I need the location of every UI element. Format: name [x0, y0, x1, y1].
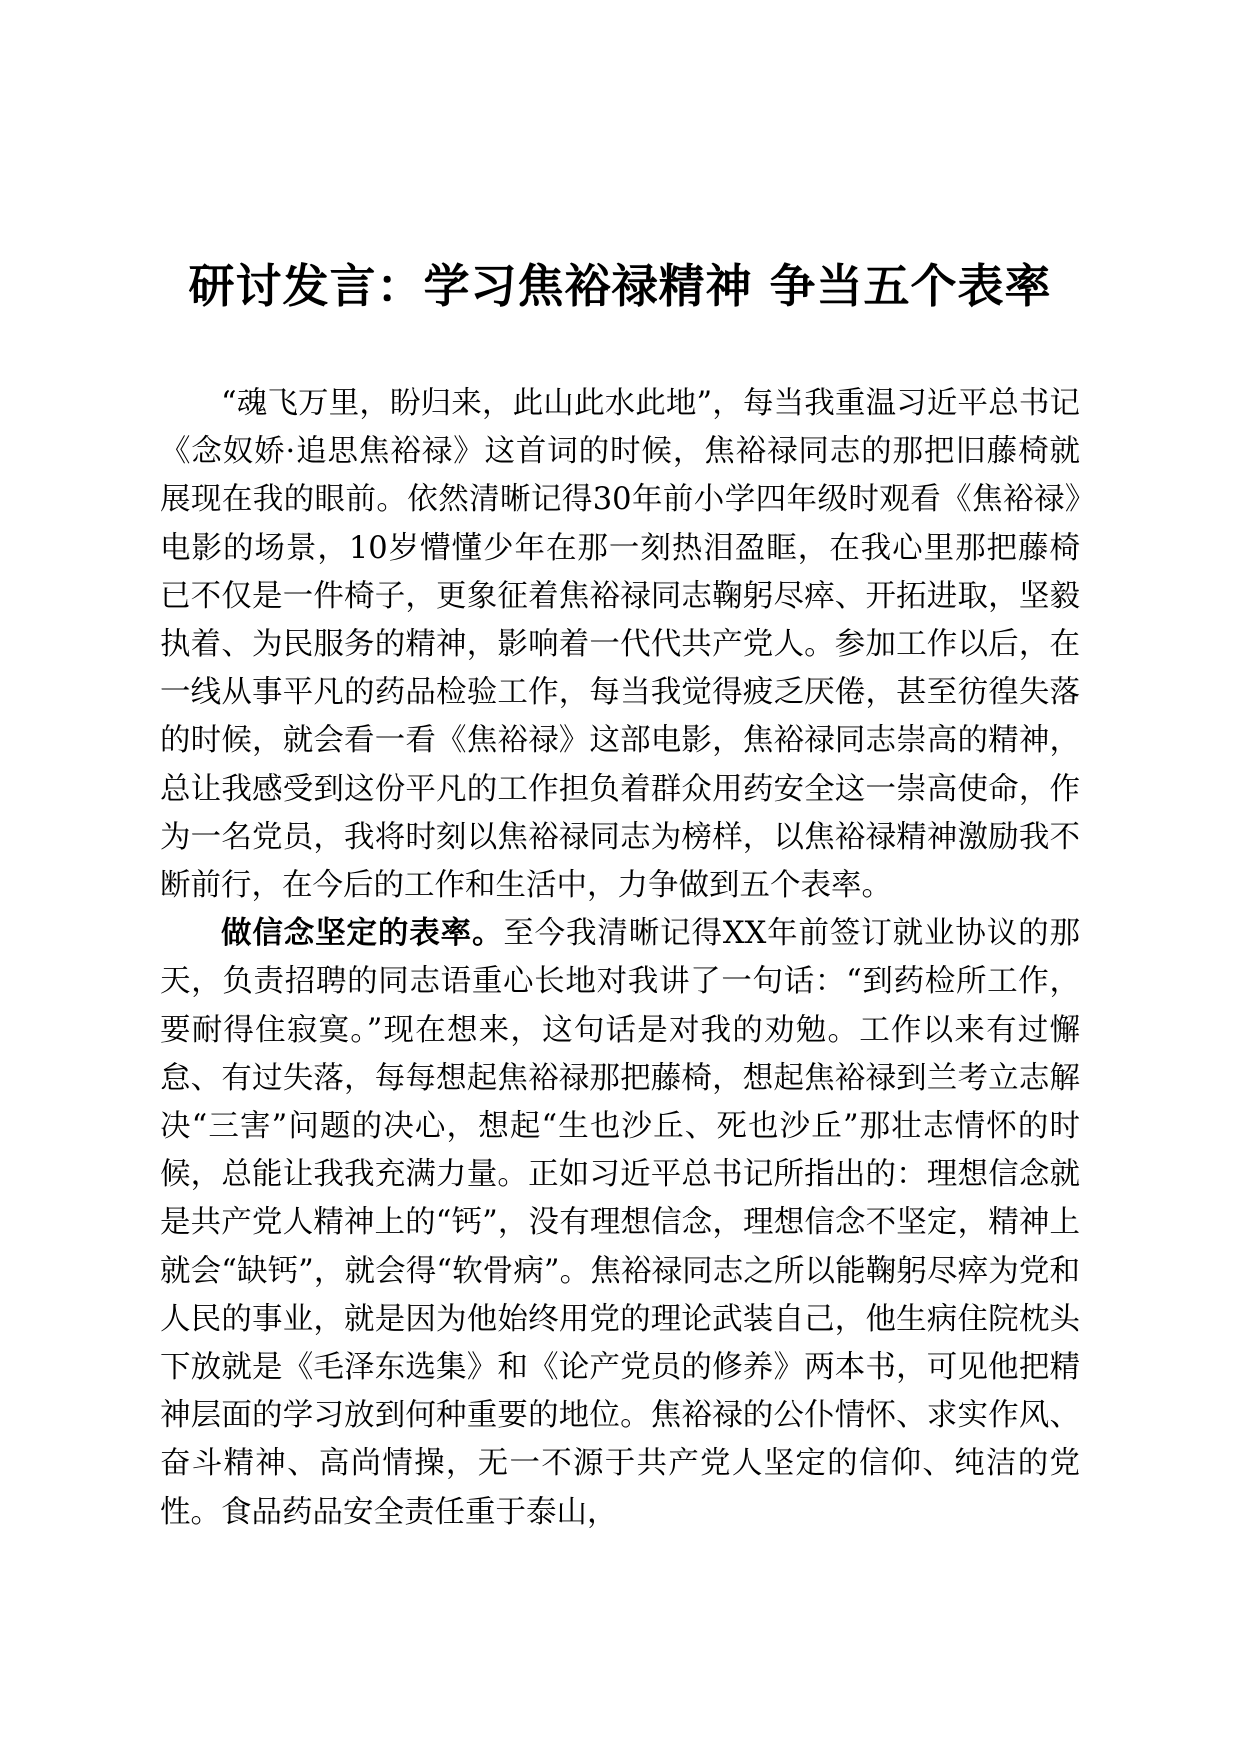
paragraph-intro: [160, 380, 1080, 910]
paragraph-text: 至今我清晰记得XX年前签订就业协议的那天，负责招聘的同志语重心长地对我讲了一句话：“到药检所工作，要耐得住寂寞。”现在想来，这句话是对我的劝勉。工作以来有过懈怠、有过失落，每每想起焦裕禄那把藤椅，想起焦裕禄到兰考立志解决“三害”问题的决心，想起“生也沙丘、死也沙丘”那壮志情怀的时候，总能让我我充满力量。正如习近平总书记所指出的：理想信念就是共产党人精神上的“钙”，没有理想信念，理想信念不坚定，精神上就会“缺钙”，就会得“软骨病”。焦裕禄同志之所以能鞠躬尽瘁为党和人民的事业，就是因为他始终用党的理论武装自己，他生病住院枕头下放就是《毛泽东选集》和《论产党员的修养》两本书，可见他把精神层面的学习放到何种重要的地位。焦裕禄的公仆情怀、求实作风、奋斗精神、高尚情操，无一不源于共产党人坚定的信仰、纯洁的党性。食品药品安全责任重于泰山，: [160, 916, 1080, 1530]
paragraph-lead-heading: 做信念坚定的表率。: [221, 916, 504, 952]
paragraph-firm-belief: [160, 910, 1080, 1537]
document-title: 研讨发言：学习焦裕禄精神 争当五个表率: [188, 259, 1052, 313]
document-body: [160, 380, 1080, 1537]
paragraph-text: “魂飞万里，盼归来，此山此水此地”，每当我重温习近平总书记《念奴娇·追思焦裕禄》这首词的时候，焦裕禄同志的那把旧藤椅就展现在我的眼前。依然清晰记得30年前小学四年级时观看《焦裕禄》电影的场景，10岁懵懂少年在那一刻热泪盈眶，在我心里那把藤椅已不仅是一件椅子，更象征着焦裕禄同志鞠躬尽瘁、开拓进取，坚毅执着、为民服务的精神，影响着一代代共产党人。参加工作以后，在一线从事平凡的药品检验工作，每当我觉得疲乏厌倦，甚至彷徨失落的时候，就会看一看《焦裕禄》这部电影，焦裕禄同志崇高的精神，总让我感受到这份平凡的工作担负着群众用药安全这一崇高使命，作为一名党员，我将时刻以焦裕禄同志为榜样，以焦裕禄精神激励我不断前行，在今后的工作和生活中，力争做到五个表率。: [160, 386, 1080, 904]
